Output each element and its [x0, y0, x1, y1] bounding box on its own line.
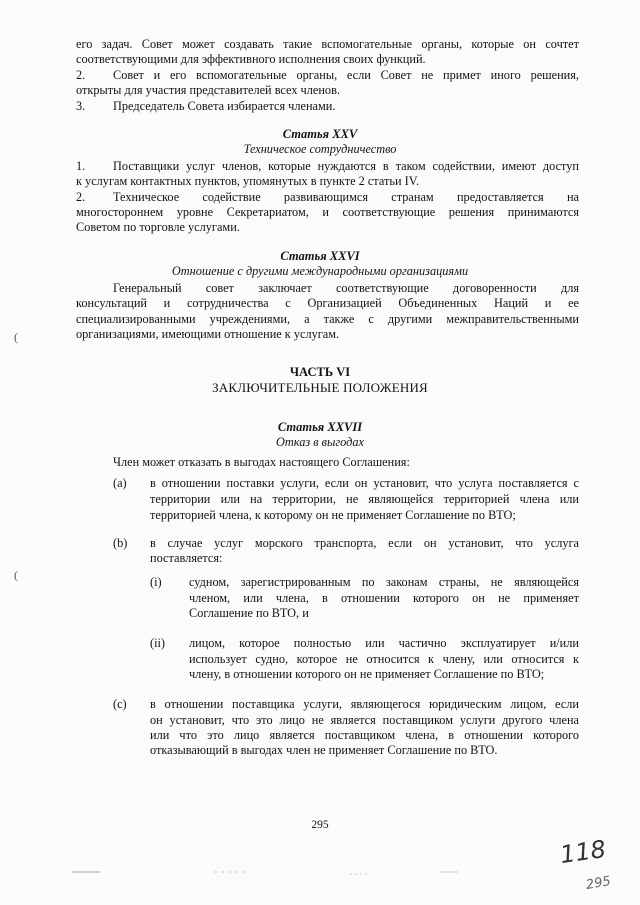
- clause-a-line-3: территорией члена, к которому он не применяет Соглашение по ВТО;: [150, 508, 516, 522]
- article-25-p2-line-2: многостороннем уровне Секретариатом, и соответствующие решения принимаются: [76, 205, 579, 219]
- clause-c-line-2: он установит, что это лицо не является поставщиком услуги другого члена: [150, 713, 579, 727]
- clause-b-line-1: в случае услуг морского транспорта, если он установит, что услуга: [150, 536, 579, 550]
- article-25-p2-number: 2.: [76, 190, 86, 204]
- article-25-subtitle: Техническое сотрудничество: [243, 142, 397, 156]
- article-26-line-1: Генеральный совет заключает соответствующие договоренности для: [113, 281, 579, 295]
- article-27-subtitle: Отказ в выгодах: [276, 435, 364, 449]
- clause-c-line-3: или что это лицо является поставщиком члена, в отношении которого: [150, 728, 579, 742]
- clause-b-ii-line-2: использует судно, которое не относится к члену, или относится к: [189, 652, 579, 666]
- article-25-title: Статья XXV: [282, 127, 358, 141]
- clause-c-line-4: отказывающий в выгодах член не применяет Соглашение по ВТО.: [150, 743, 498, 757]
- top-p3-line-1: Председатель Совета избирается членами.: [113, 99, 336, 113]
- article-26-line-4: организациями, имеющими отношение к услугам.: [76, 327, 340, 341]
- clause-b-i-line-2: членом, или члена, в отношении которого он не применяет: [189, 591, 579, 605]
- article-26-line-2: консультаций и сотрудничества с Организацией Объединенных Наций и ее: [76, 296, 579, 310]
- article-25-p1-line-1: Поставщики услуг членов, которые нуждаются в таком содействии, имеют доступ: [113, 159, 579, 173]
- article-26-line-3: специализированными учреждениями, а также с другими межправительственными: [76, 312, 579, 326]
- clause-b-label: (b): [113, 536, 128, 550]
- article-25-p1-number: 1.: [76, 159, 86, 173]
- part-6-title: ЧАСТЬ VI: [289, 365, 351, 379]
- top-line-2: соответствующими для эффективного исполнения своих функций.: [76, 52, 426, 66]
- clause-b-ii-label: (ii): [150, 636, 166, 650]
- clause-b-line-2: поставляется:: [150, 551, 223, 565]
- margin-mark: (: [14, 568, 18, 582]
- top-p2-line-1: Совет и его вспомогательные органы, если Совет не примет иного решения,: [113, 68, 579, 82]
- page-number: 295: [311, 819, 329, 831]
- clause-a-label: (a): [113, 476, 127, 490]
- clause-c-label: (c): [113, 697, 127, 711]
- article-26-title: Статья XXVI: [280, 249, 360, 263]
- article-25-p1-line-2: к услугам контактных пунктов, упомянутых в пункте 2 статьи IV.: [76, 174, 420, 188]
- top-p2-line-2: открыты для участия представителей всех членов.: [76, 83, 340, 97]
- clause-b-ii-line-3: члену, в отношении которого он не применяет Соглашение по ВТО;: [189, 667, 545, 681]
- clause-a-line-1: в отношении поставки услуги, если он установит, что услуга поставляется с: [150, 476, 579, 490]
- clause-c-line-1: в отношении поставщика услуги, являющегося юридическим лицом, если: [150, 697, 579, 711]
- top-p2-number: 2.: [76, 68, 86, 82]
- handwritten-number-small: 295: [584, 873, 612, 894]
- article-27-title: Статья XXVII: [277, 420, 363, 434]
- clause-b-i-label: (i): [150, 575, 162, 589]
- article-25-p2-line-3: Советом по торговле услугами.: [76, 220, 240, 234]
- clause-b-i-line-1: судном, зарегистрированным по законам страны, не являющейся: [189, 575, 579, 589]
- top-p3-number: 3.: [76, 99, 86, 113]
- clause-a-line-2: территории или на территории, не являющейся территорией члена или: [150, 492, 579, 506]
- margin-mark: (: [14, 330, 18, 344]
- part-6-subtitle: ЗАКЛЮЧИТЕЛЬНЫЕ ПОЛОЖЕНИЯ: [212, 380, 428, 395]
- clause-b-ii-line-1: лицом, которое полностью или частично эксплуатирует и/или: [189, 636, 579, 650]
- article-25-p2-line-1: Техническое содействие развивающимся странам предоставляется на: [113, 190, 579, 204]
- article-27-intro: Член может отказать в выгодах настоящего Соглашения:: [113, 455, 410, 469]
- article-26-subtitle: Отношение с другими международными организациями: [171, 264, 469, 278]
- clause-b-i-line-3: Соглашение по ВТО, и: [189, 606, 309, 620]
- handwritten-number: 118: [558, 834, 608, 870]
- top-line-1: его задач. Совет может создавать такие вспомогательные органы, которые он сочтет: [76, 37, 579, 51]
